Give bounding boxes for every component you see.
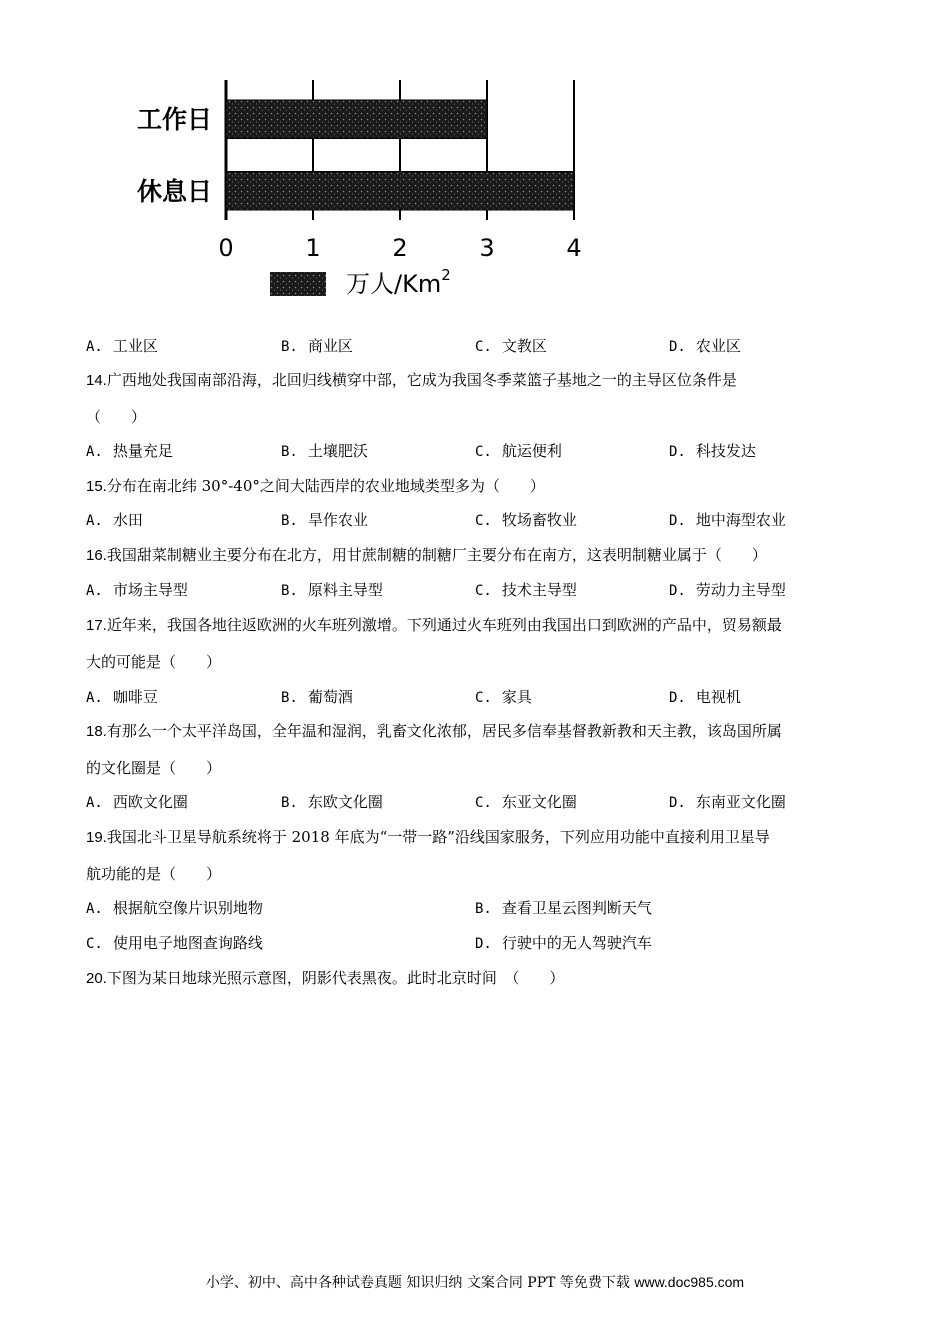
q13-option-b[interactable]: B. 商业区	[281, 337, 353, 355]
q16-option-a[interactable]: A. 市场主导型	[86, 581, 188, 599]
q15-option-a[interactable]: A. 水田	[86, 511, 143, 529]
x-tick-2: 2	[392, 234, 408, 262]
q19-option-a[interactable]: A. 根据航空像片识别地物	[86, 899, 263, 917]
q19-option-b[interactable]: B. 查看卫星云图判断天气	[475, 899, 652, 917]
q16-option-b[interactable]: B. 原料主导型	[281, 581, 383, 599]
q17-option-b[interactable]: B. 葡萄酒	[281, 688, 353, 706]
page-footer: 小学、初中、高中各种试卷真题 知识归纳 文案合同 PPT 等免费下载 www.doc985.com	[205, 1274, 745, 1291]
q20-stem-line1: 20.下图为某日地球光照示意图，阴影代表黑夜。此时北京时间 （ ）	[86, 969, 565, 987]
legend-unit-label: 万人/Km$^2$	[346, 266, 451, 298]
q13-option-d[interactable]: D. 农业区	[669, 337, 741, 355]
q19-stem-line1: 19.我国北斗卫星导航系统将于 2018 年底为“一带一路”沿线国家服务，下列应用功能中直接利用卫星导	[86, 828, 770, 846]
x-tick-1: 1	[305, 234, 321, 262]
q15-stem-line1: 15.分布在南北纬 30°-40°之间大陆西岸的农业地域类型多为（ ）	[86, 477, 545, 495]
q14-stem-line2: （ ）	[86, 408, 147, 426]
q18-stem-line1: 18.有那么一个太平洋岛国，全年温和湿润，乳畜文化浓郁，居民多信奉基督教新教和天主教，该岛国所属	[86, 722, 782, 740]
q17-option-a[interactable]: A. 咖啡豆	[86, 688, 158, 706]
q17-option-c[interactable]: C. 家具	[475, 688, 532, 706]
category-label-rest-day: 休息日	[136, 177, 212, 206]
q17-option-d[interactable]: D. 电视机	[669, 688, 741, 706]
x-tick-0: 0	[218, 234, 234, 262]
q16-option-c[interactable]: C. 技术主导型	[475, 581, 577, 599]
q19-option-d[interactable]: D. 行驶中的无人驾驶汽车	[475, 934, 652, 952]
x-tick-3: 3	[479, 234, 495, 262]
q14-option-c[interactable]: C. 航运便利	[475, 442, 562, 460]
q17-stem-line1: 17.近年来，我国各地往返欧洲的火车班列激增。下列通过火车班列由我国出口到欧洲的产品中，贸易额最	[86, 616, 782, 634]
q14-option-d[interactable]: D. 科技发达	[669, 442, 756, 460]
bar-workday	[226, 100, 487, 138]
q13-option-a[interactable]: A. 工业区	[86, 337, 158, 355]
q15-option-d[interactable]: D. 地中海型农业	[669, 511, 786, 529]
q19-option-c[interactable]: C. 使用电子地图查询路线	[86, 934, 263, 952]
q17-stem-line2: 大的可能是（ ）	[86, 653, 222, 671]
q16-option-d[interactable]: D. 劳动力主导型	[669, 581, 786, 599]
q18-option-a[interactable]: A. 西欧文化圈	[86, 793, 188, 811]
x-tick-4: 4	[566, 234, 582, 262]
q14-option-b[interactable]: B. 土壤肥沃	[281, 442, 368, 460]
q16-stem-line1: 16.我国甜菜制糖业主要分布在北方，用甘蔗制糖的制糖厂主要分布在南方，这表明制糖业属于（ ）	[86, 546, 767, 564]
q18-option-b[interactable]: B. 东欧文化圈	[281, 793, 383, 811]
legend-swatch	[270, 272, 326, 296]
q18-option-d[interactable]: D. 东南亚文化圈	[669, 793, 786, 811]
q13-option-c[interactable]: C. 文教区	[475, 337, 547, 355]
q19-stem-line2: 航功能的是（ ）	[86, 865, 222, 883]
category-label-workday: 工作日	[136, 105, 212, 134]
density-bar-chart	[120, 70, 600, 310]
q15-option-b[interactable]: B. 旱作农业	[281, 511, 368, 529]
q18-stem-line2: 的文化圈是（ ）	[86, 759, 222, 777]
bar-rest-day	[226, 172, 574, 210]
q15-option-c[interactable]: C. 牧场畜牧业	[475, 511, 577, 529]
q14-option-a[interactable]: A. 热量充足	[86, 442, 173, 460]
footer-url[interactable]: www.doc985.com	[634, 1274, 745, 1290]
q18-option-c[interactable]: C. 东亚文化圈	[475, 793, 577, 811]
q14-stem-line1: 14.广西地处我国南部沿海，北回归线横穿中部，它成为我国冬季菜篮子基地之一的主导区位条件是	[86, 371, 737, 389]
